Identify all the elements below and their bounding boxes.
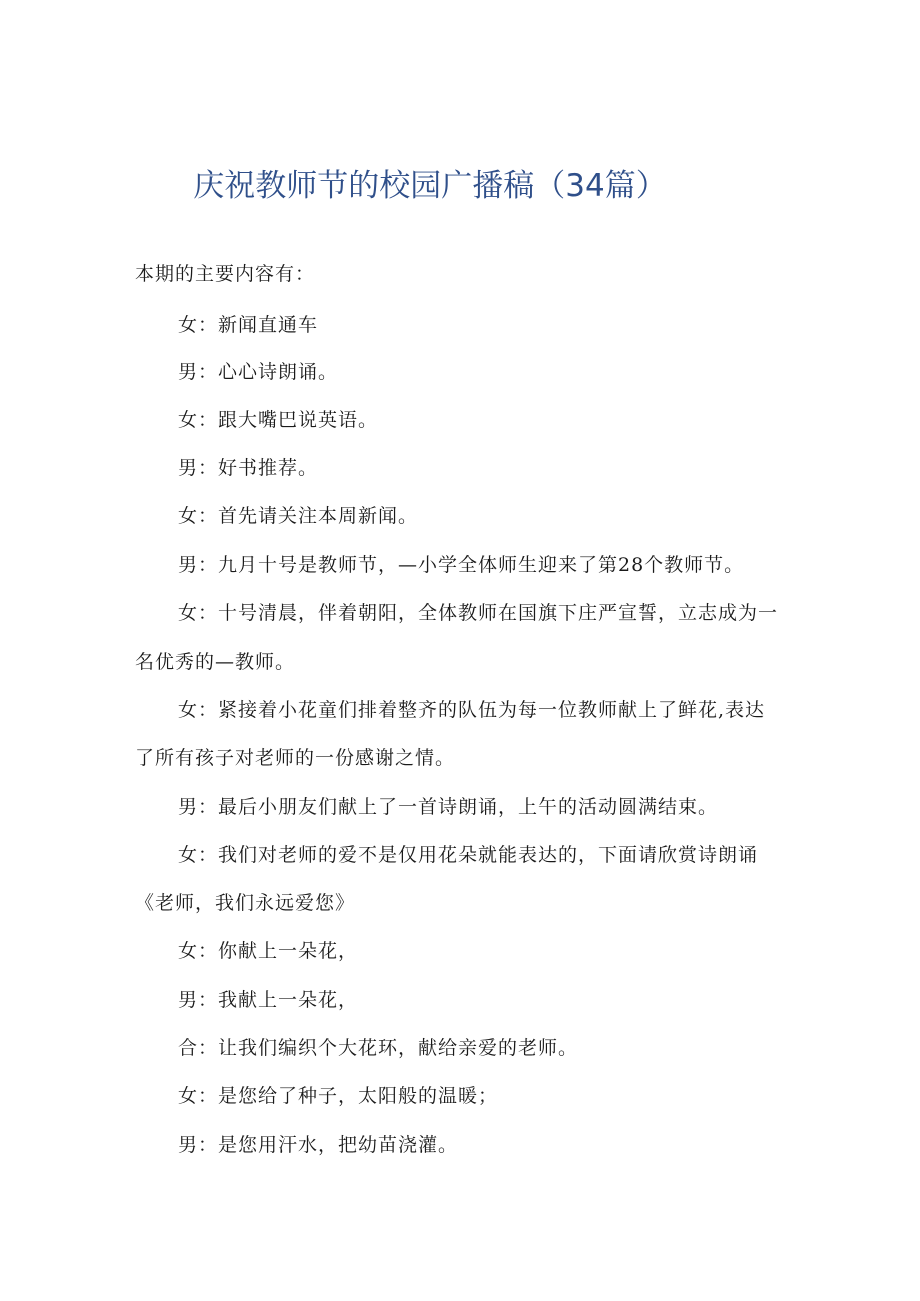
document-title: 庆祝教师节的校园广播稿（34篇）: [193, 168, 667, 204]
paragraph-line: 女：紧接着小花童们排着整齐的队伍为每一位教师献上了鲜花,表达: [178, 699, 766, 721]
paragraph-line: 男：心心诗朗诵。: [178, 361, 339, 383]
paragraph-line: 女：跟大嘴巴说英语。: [178, 409, 379, 431]
paragraph-line: 女：你献上一朵花，: [178, 940, 359, 962]
paragraph-line: 男：最后小朋友们献上了一首诗朗诵，上午的活动圆满结束。: [178, 796, 719, 818]
paragraph-line: 男：九月十号是教师节，—小学全体师生迎来了第28个教师节。: [178, 554, 745, 576]
paragraph-line: 女：是您给了种子，太阳般的温暖；: [178, 1085, 499, 1107]
paragraph-line: 《老师，我们永远爱您》: [135, 892, 356, 914]
paragraph-line: 女：十号清晨，伴着朝阳，全体教师在国旗下庄严宣誓，立志成为一: [178, 602, 779, 624]
paragraph-line: 男：好书推荐。: [178, 457, 319, 479]
paragraph-line: 了所有孩子对老师的一份感谢之情。: [135, 747, 456, 769]
paragraph-line: 男：我献上一朵花，: [178, 989, 359, 1011]
paragraph-line: 名优秀的—教师。: [135, 651, 296, 673]
paragraph-line: 女：新闻直通车: [178, 314, 319, 336]
paragraph-line: 男：是您用汗水，把幼苗浇灌。: [178, 1134, 459, 1156]
paragraph-line: 女：我们对老师的爱不是仅用花朵就能表达的，下面请欣赏诗朗诵: [178, 844, 759, 866]
paragraph-line: 女：首先请关注本周新闻。: [178, 505, 419, 527]
paragraph-line: 本期的主要内容有：: [135, 263, 316, 285]
paragraph-line: 合：让我们编织个大花环，献给亲爱的老师。: [178, 1037, 579, 1059]
